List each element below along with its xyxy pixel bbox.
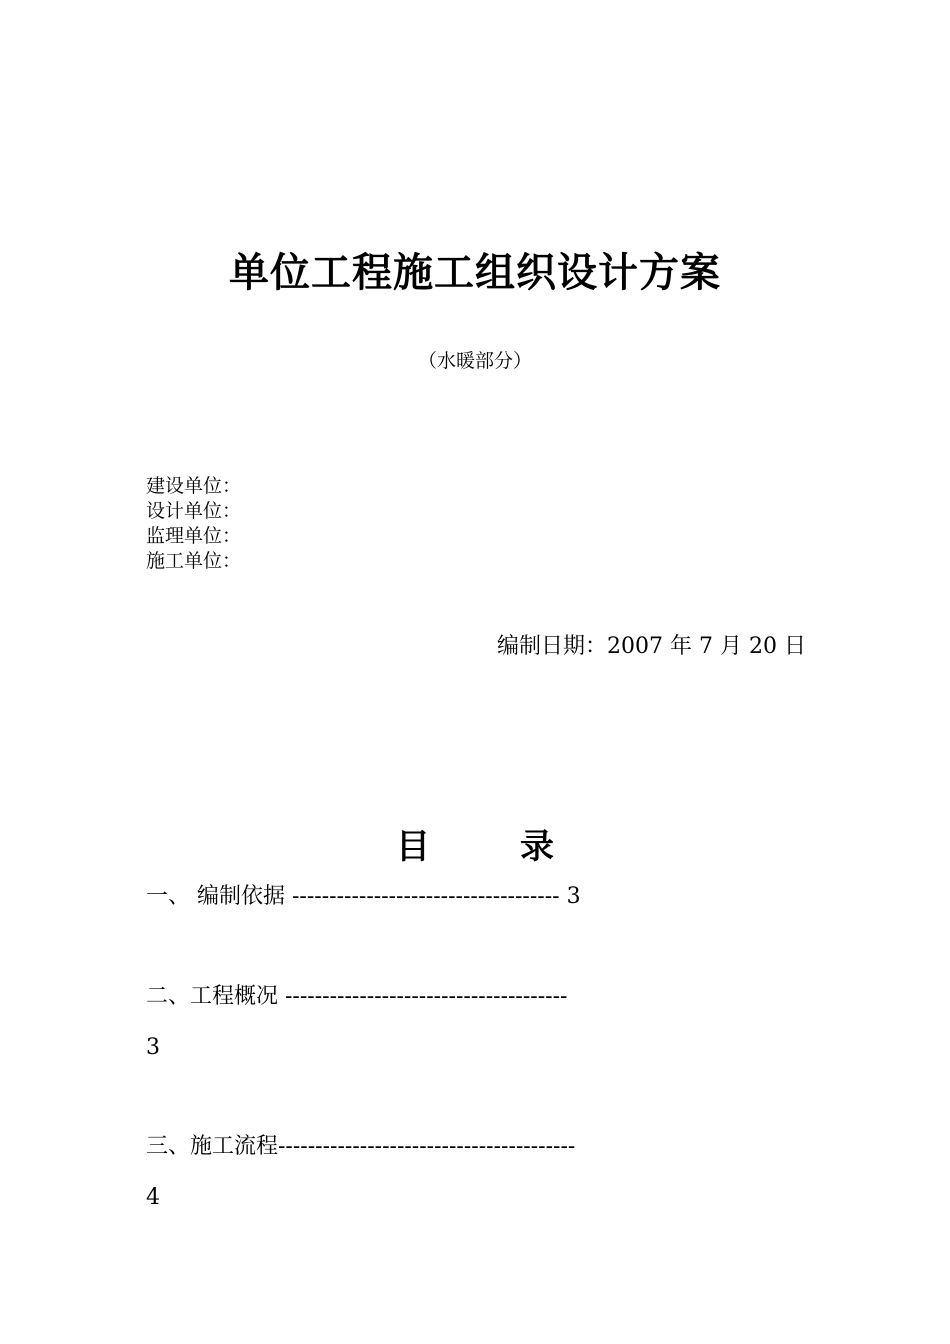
supervision-unit-label: 监理单位：	[146, 525, 242, 547]
unit-list	[146, 474, 241, 574]
design-unit-label: 设计单位：	[146, 500, 242, 522]
document-subtitle: （水暖部分）	[417, 350, 532, 372]
compile-date: 编制日期：2007 年 7 月 20 日	[497, 634, 806, 659]
toc-entry-1[interactable]: 一、 编制依据 ------------------------------------ 3	[146, 884, 581, 909]
builder-unit-label: 施工单位：	[146, 550, 242, 572]
toc-title-left: 目	[396, 827, 430, 867]
toc-entry-3[interactable]: 三、施工流程----------------------------------------	[146, 1134, 576, 1159]
toc-title	[0, 824, 950, 870]
document-title: 单位工程施工组织设计方案	[229, 249, 721, 296]
construction-unit-label: 建设单位：	[146, 475, 242, 497]
toc-entry-2-page: 3	[146, 1035, 160, 1060]
toc-title-right: 录	[520, 827, 554, 867]
toc-entry-2[interactable]: 二、工程概况 --------------------------------------	[146, 984, 568, 1009]
toc-entry-3-page: 4	[146, 1185, 160, 1210]
